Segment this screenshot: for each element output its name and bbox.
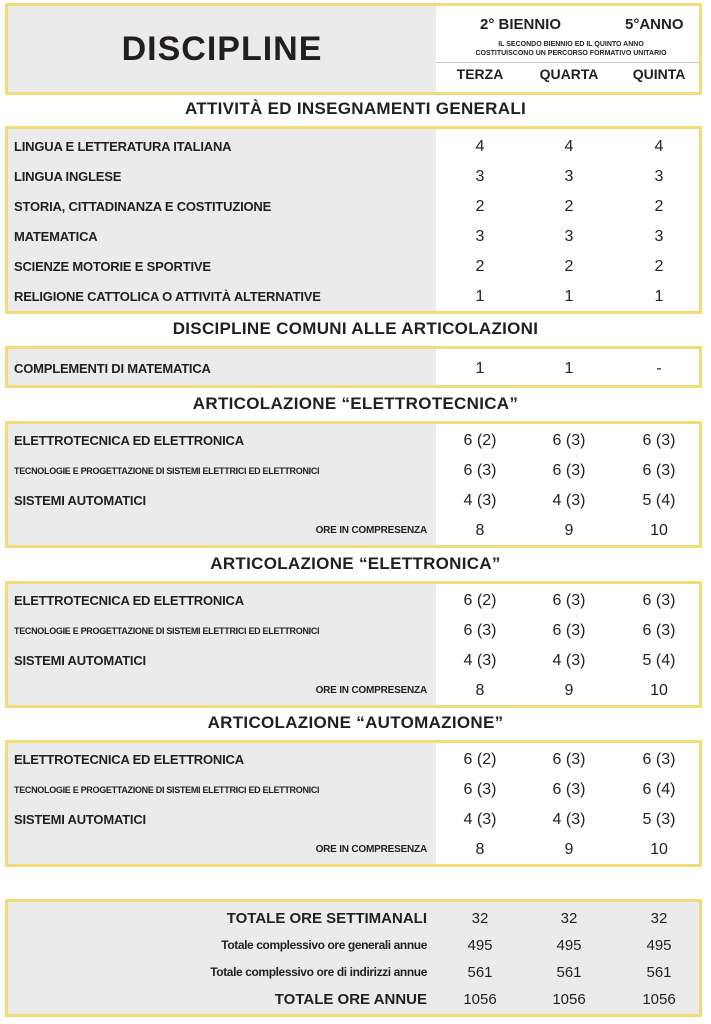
row-label: SISTEMI AUTOMATICI bbox=[14, 812, 146, 827]
row-label: LINGUA E LETTERATURA ITALIANA bbox=[14, 139, 232, 154]
biennio-heading: 2° BIENNIO bbox=[480, 16, 562, 33]
quinto-anno-heading: 5°ANNO bbox=[625, 16, 684, 33]
value-quinta: 1056 bbox=[642, 991, 676, 1008]
totals-label: Totale complessivo ore di indirizzi annue bbox=[210, 965, 427, 979]
value-quinta: 5 (4) bbox=[642, 492, 676, 509]
row-label: COMPLEMENTI DI MATEMATICA bbox=[14, 361, 211, 376]
value-terza: 6 (2) bbox=[463, 592, 497, 609]
header-divider bbox=[436, 62, 699, 63]
value-terza: 1 bbox=[475, 288, 485, 305]
value-quarta: 6 (3) bbox=[552, 432, 586, 449]
section-box-elettrotecnica bbox=[5, 421, 702, 548]
value-quinta: 10 bbox=[650, 682, 668, 699]
value-quarta: 9 bbox=[564, 682, 574, 699]
column-header-quinta: QUINTA bbox=[632, 66, 686, 82]
value-terza: 8 bbox=[475, 522, 485, 539]
table-row bbox=[8, 745, 699, 775]
table-row bbox=[8, 456, 699, 486]
row-label: ELETTROTECNICA ED ELETTRONICA bbox=[14, 752, 244, 767]
value-terza: 8 bbox=[475, 841, 485, 858]
table-row bbox=[8, 426, 699, 456]
value-quinta: 6 (4) bbox=[642, 781, 676, 798]
section-title-generali: ATTIVITÀ ED INSEGNAMENTI GENERALI bbox=[184, 99, 527, 118]
table-row bbox=[8, 646, 699, 676]
table-row bbox=[8, 282, 699, 312]
header-note-line1: IL SECONDO BIENNIO ED IL QUINTO ANNO bbox=[498, 41, 644, 48]
value-quinta: 2 bbox=[654, 258, 664, 275]
value-quarta: 2 bbox=[564, 198, 574, 215]
value-quinta: 6 (3) bbox=[642, 432, 676, 449]
table-row bbox=[8, 676, 699, 706]
row-label: LINGUA INGLESE bbox=[14, 169, 122, 184]
value-quarta: 1 bbox=[564, 288, 574, 305]
totals-row bbox=[8, 986, 699, 1013]
table-row bbox=[8, 132, 699, 162]
value-quarta: 4 (3) bbox=[552, 811, 586, 828]
value-quarta: 6 (3) bbox=[552, 781, 586, 798]
table-row bbox=[8, 486, 699, 516]
table-row bbox=[8, 616, 699, 646]
table-row bbox=[8, 775, 699, 805]
table-row bbox=[8, 192, 699, 222]
value-quinta: 4 bbox=[654, 138, 664, 155]
row-label: SISTEMI AUTOMATICI bbox=[14, 653, 146, 668]
row-label: MATEMATICA bbox=[14, 229, 98, 244]
totals-row bbox=[8, 905, 699, 932]
table-row bbox=[8, 805, 699, 835]
value-quinta: 2 bbox=[654, 198, 664, 215]
value-quarta: 6 (3) bbox=[552, 592, 586, 609]
value-terza: 6 (3) bbox=[463, 462, 497, 479]
value-terza: 3 bbox=[475, 228, 485, 245]
value-quarta: 4 bbox=[564, 138, 574, 155]
value-quinta: 6 (3) bbox=[642, 622, 676, 639]
value-quarta: 3 bbox=[564, 168, 574, 185]
header-note-line2: COSTITUISCONO UN PERCORSO FORMATIVO UNITARIO bbox=[475, 50, 667, 57]
value-quinta: 1 bbox=[654, 288, 664, 305]
column-header-terza: TERZA bbox=[456, 66, 504, 82]
value-quarta: 1056 bbox=[552, 991, 586, 1008]
row-label: ORE IN COMPRESENZA bbox=[315, 844, 427, 855]
value-quarta: 9 bbox=[564, 522, 574, 539]
value-terza: 32 bbox=[471, 910, 489, 927]
section-box-comuni bbox=[5, 346, 702, 388]
header-note bbox=[440, 40, 702, 58]
table-row bbox=[8, 516, 699, 546]
row-label: RELIGIONE CATTOLICA O ATTIVITÀ ALTERNATIVE bbox=[14, 289, 321, 304]
value-terza: 4 (3) bbox=[463, 492, 497, 509]
value-quinta: 6 (3) bbox=[642, 462, 676, 479]
section-box-generali bbox=[5, 126, 702, 314]
row-label: ELETTROTECNICA ED ELETTRONICA bbox=[14, 593, 244, 608]
section-box-elettronica bbox=[5, 581, 702, 708]
value-terza: 1 bbox=[475, 360, 485, 377]
table-row bbox=[8, 354, 699, 384]
value-terza: 6 (3) bbox=[463, 622, 497, 639]
table-row bbox=[8, 586, 699, 616]
row-label: ELETTROTECNICA ED ELETTRONICA bbox=[14, 433, 244, 448]
value-quinta: 3 bbox=[654, 168, 664, 185]
value-quinta: 3 bbox=[654, 228, 664, 245]
page-title: DISCIPLINE bbox=[121, 29, 323, 68]
value-terza: 2 bbox=[475, 198, 485, 215]
table-row bbox=[8, 252, 699, 282]
value-quinta: 561 bbox=[646, 964, 672, 981]
value-terza: 3 bbox=[475, 168, 485, 185]
section-title-elettrotecnica: ARTICOLAZIONE “ELETTROTECNICA” bbox=[192, 394, 519, 413]
value-terza: 495 bbox=[467, 937, 493, 954]
totals-label: TOTALE ORE ANNUE bbox=[274, 991, 427, 1008]
value-terza: 6 (2) bbox=[463, 751, 497, 768]
value-quinta: 10 bbox=[650, 522, 668, 539]
value-quinta: 5 (3) bbox=[642, 811, 676, 828]
value-terza: 2 bbox=[475, 258, 485, 275]
value-quarta: 2 bbox=[564, 258, 574, 275]
table-row bbox=[8, 835, 699, 865]
value-quinta: 495 bbox=[646, 937, 672, 954]
value-terza: 6 (2) bbox=[463, 432, 497, 449]
row-label: STORIA, CITTADINANZA E COSTITUZIONE bbox=[14, 199, 272, 214]
value-quinta: 10 bbox=[650, 841, 668, 858]
value-quarta: 9 bbox=[564, 841, 574, 858]
table-row bbox=[8, 222, 699, 252]
value-terza: 1056 bbox=[463, 991, 497, 1008]
value-quinta: 32 bbox=[650, 910, 668, 927]
value-terza: 4 (3) bbox=[463, 652, 497, 669]
row-label: ORE IN COMPRESENZA bbox=[315, 685, 427, 696]
header-box bbox=[5, 3, 702, 95]
value-quarta: 3 bbox=[564, 228, 574, 245]
value-quarta: 4 (3) bbox=[552, 492, 586, 509]
value-terza: 8 bbox=[475, 682, 485, 699]
value-quarta: 6 (3) bbox=[552, 462, 586, 479]
totals-row bbox=[8, 932, 699, 959]
value-quarta: 495 bbox=[556, 937, 582, 954]
row-label: SCIENZE MOTORIE E SPORTIVE bbox=[14, 259, 211, 274]
value-quarta: 561 bbox=[556, 964, 582, 981]
totals-label: TOTALE ORE SETTIMANALI bbox=[226, 910, 427, 927]
value-terza: 4 (3) bbox=[463, 811, 497, 828]
section-title-comuni: DISCIPLINE COMUNI ALLE ARTICOLAZIONI bbox=[172, 319, 539, 338]
value-terza: 6 (3) bbox=[463, 781, 497, 798]
value-quarta: 6 (3) bbox=[552, 622, 586, 639]
value-quinta: 6 (3) bbox=[642, 592, 676, 609]
value-quarta: 4 (3) bbox=[552, 652, 586, 669]
row-label: TECNOLOGIE E PROGETTAZIONE DI SISTEMI ELETTRICI ED ELETTRONICI bbox=[14, 785, 320, 795]
value-quarta: 32 bbox=[560, 910, 578, 927]
section-title-elettronica: ARTICOLAZIONE “ELETTRONICA” bbox=[210, 554, 501, 573]
totals-label: Totale complessivo ore generali annue bbox=[221, 938, 427, 952]
row-label: TECNOLOGIE E PROGETTAZIONE DI SISTEMI ELETTRICI ED ELETTRONICI bbox=[14, 626, 320, 636]
value-quinta: 6 (3) bbox=[642, 751, 676, 768]
value-quinta: - bbox=[656, 360, 662, 377]
row-label: SISTEMI AUTOMATICI bbox=[14, 493, 146, 508]
totals-row bbox=[8, 959, 699, 986]
section-title-automazione: ARTICOLAZIONE “AUTOMAZIONE” bbox=[207, 713, 504, 732]
value-quarta: 1 bbox=[564, 360, 574, 377]
value-terza: 4 bbox=[475, 138, 485, 155]
value-quarta: 6 (3) bbox=[552, 751, 586, 768]
table-row bbox=[8, 162, 699, 192]
column-header-quarta: QUARTA bbox=[539, 66, 599, 82]
row-label: TECNOLOGIE E PROGETTAZIONE DI SISTEMI ELETTRICI ED ELETTRONICI bbox=[14, 466, 320, 476]
value-quinta: 5 (4) bbox=[642, 652, 676, 669]
value-terza: 561 bbox=[467, 964, 493, 981]
section-box-automazione bbox=[5, 740, 702, 867]
totals-box bbox=[5, 899, 702, 1017]
row-label: ORE IN COMPRESENZA bbox=[315, 525, 427, 536]
